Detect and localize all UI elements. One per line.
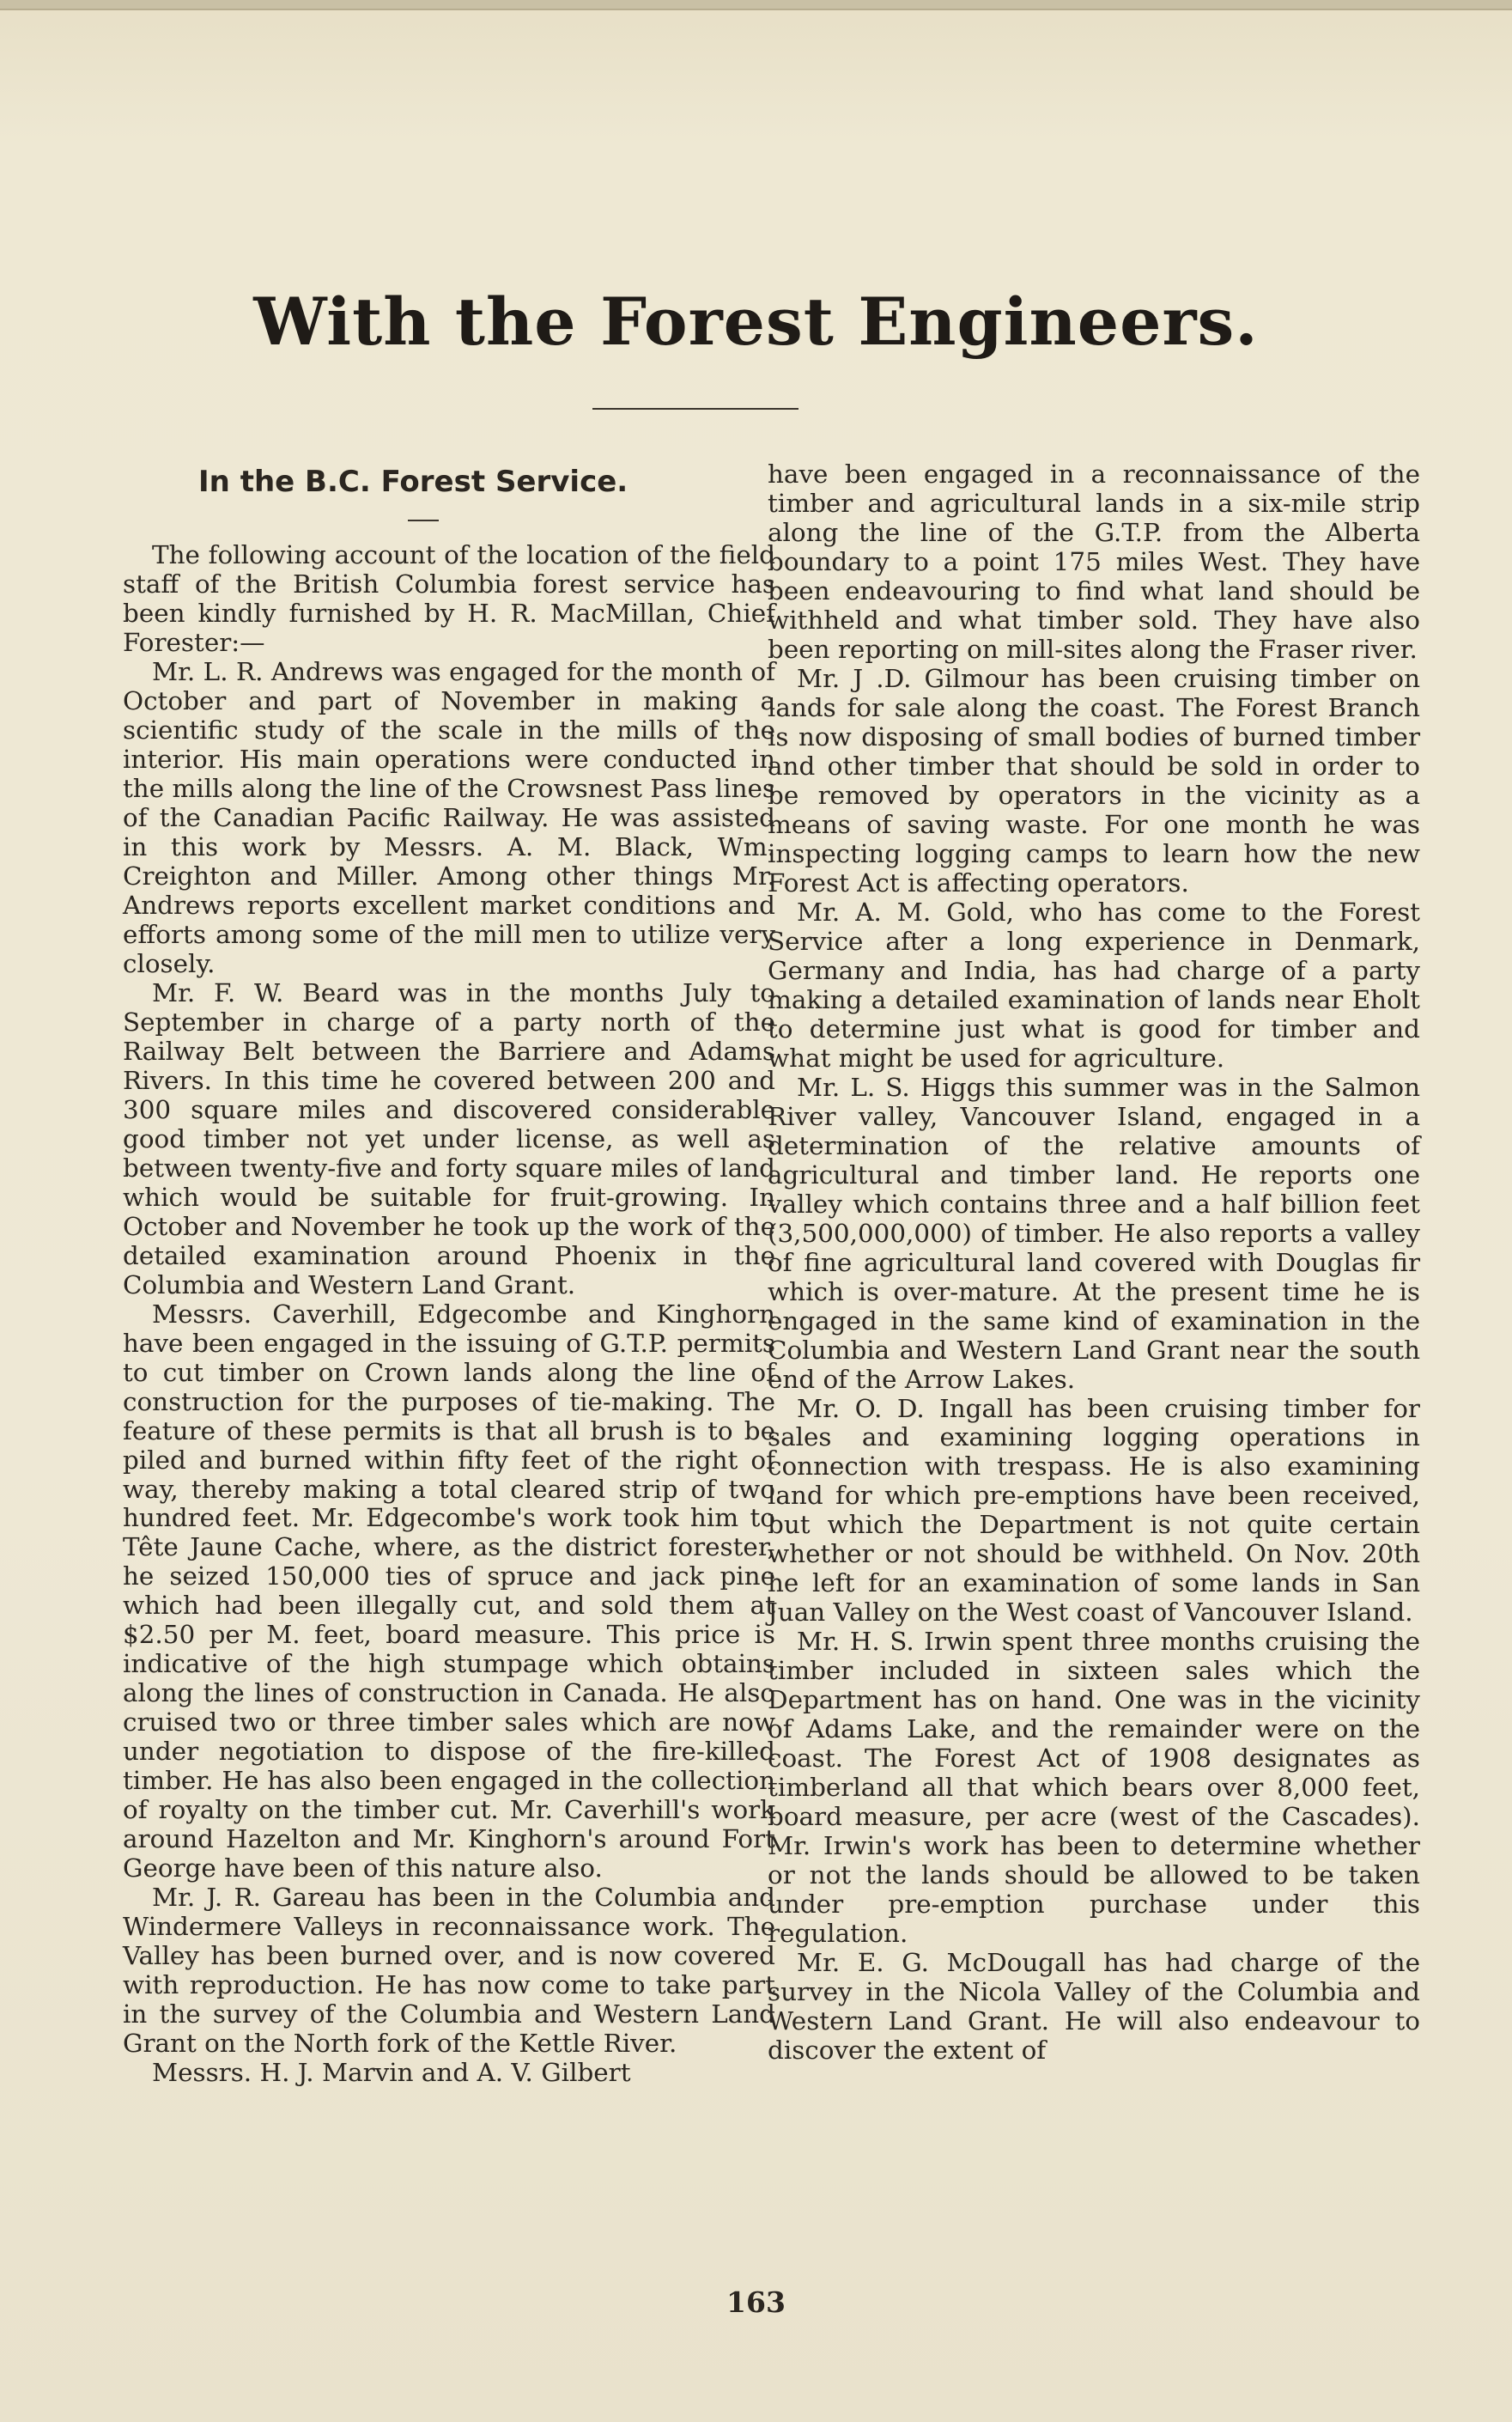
page-title: With the Forest Engineers. xyxy=(253,283,1259,360)
paragraph: The following account of the location of the field staff of the British Columbia forest service has been kindly furnished by H. R. MacMillan, Chief Forester:— xyxy=(123,540,775,657)
page-number: 163 xyxy=(726,2285,786,2319)
paragraph: Messrs. H. J. Marvin and A. V. Gilbert xyxy=(152,2058,631,2088)
left-column xyxy=(123,459,775,2087)
paragraph: Mr. L. R. Andrews was engaged for the month of October and part of November in making a scientific study of the scale in the mills of the interior. His main operations were conducted in the mills along the line of the Crowsnest Pass lines of the Canadian Pacific Railway. He was assisted in this work by Messrs. A. M. Black, Wm. Creighton and Miller. Among other things Mr. Andrews reports excellent market conditions and efforts among some of the mill men to utilize very closely. xyxy=(123,656,775,978)
page-top-edge xyxy=(0,0,1512,10)
heading-dash xyxy=(408,520,439,521)
right-column xyxy=(768,459,1420,2065)
section-heading: In the B.C. Forest Service. xyxy=(198,465,628,499)
paragraph: Messrs. Caverhill, Edgecombe and Kinghorn have been engaged in the issuing of G.T.P. permits to cut timber on Crown lands along the line of construction for the purposes of tie-making. The feature of these permits is that all brush is to be piled and burned within fifty feet of the right of way, thereby making a total cleared strip of two hundred feet. Mr. Edgecombe's work took him to Tête Jaune Cache, where, as the district forester, he seized 150,000 ties of spruce and jack pine which had been illegally cut, and sold them at $2.50 per M. feet, board measure. This price is indicative of the high stumpage which obtains along the lines of construction in Canada. He also cruised two or three timber sales which are now under negotiation to dispose of the fire-killed timber. He has also been engaged in the collection of royalty on the timber cut. Mr. Caverhill's work around Hazelton and Mr. Kinghorn's around Fort George have been of this nature also. xyxy=(123,1299,775,1883)
paragraph: Mr. F. W. Beard was in the months July to September in charge of a party north of the Railway Belt between the Barriere and Adams Rivers. In this time he covered between 200 and 300 square miles and discovered considerable good timber not yet under license, as well as between twenty-five and forty square miles of land which would be suitable for fruit-growing. In October and November he took up the work of the detailed examination around Phoenix in the Columbia and Western Land Grant. xyxy=(123,977,775,1299)
paragraph: Mr. E. G. McDougall has had charge of the survey in the Nicola Valley of the Columbia and Western Land Grant. He will also endeavour to discover the extent of xyxy=(768,1948,1420,2066)
paragraph: Mr. A. M. Gold, who has come to the Forest Service after a long experience in Denmark, Germany and India, has had charge of a party making a detailed examination of lands near Eholt to determine just what is good for timber and what might be used for agriculture. xyxy=(768,897,1420,1073)
paragraph: have been engaged in a reconnaissance of the timber and agricultural lands in a six-mile strip along the line of the G.T.P. from the Alberta boundary to a point 175 miles West. They have been endeavouring to find what land should be withheld and what timber sold. They have also been reporting on mill-sites along the Fraser river. xyxy=(768,459,1420,664)
paragraph: Mr. J .D. Gilmour has been cruising timber on lands for sale along the coast. The Forest Branch is now disposing of small bodies of burned timber and other timber that should be sold in order to be removed by operators in the vicinity as a means of saving waste. For one month he was inspecting logging camps to learn how the new Forest Act is affecting operators. xyxy=(768,663,1420,898)
paragraph: Mr. H. S. Irwin spent three months cruising the timber included in sixteen sales which the Department has on hand. One was in the vicinity of Adams Lake, and the remainder were on the coast. The Forest Act of 1908 designates as timberland all that which bears over 8,000 feet, board measure, per acre (west of the Cascades). Mr. Irwin's work has been to determine whether or not the lands should be allowed to be taken under pre-emption purchase under this regulation. xyxy=(768,1627,1420,1949)
title-divider xyxy=(592,408,799,410)
paragraph: Mr. J. R. Gareau has been in the Columbia and Windermere Valleys in reconnaissance work. The Valley has been burned over, and is now covered with reproduction. He has now come to take part in the survey of the Columbia and Western Land Grant on the North fork of the Kettle River. xyxy=(123,1883,775,2059)
paragraph: Mr. O. D. Ingall has been cruising timber for sales and examining logging operations in connection with trespass. He is also examining land for which pre-emptions have been received, but which the Department is not quite certain whether or not should be withheld. On Nov. 20th he left for an examination of some lands in San Juan Valley on the West coast of Vancouver Island. xyxy=(768,1393,1420,1628)
paragraph: Mr. L. S. Higgs this summer was in the Salmon River valley, Vancouver Island, engaged in a determination of the relative amounts of agricultural and timber land. He reports one valley which contains three and a half billion feet (3,500,000,000) of timber. He also reports a valley of fine agricultural land covered with Douglas fir which is over-mature. At the present time he is engaged in the same kind of examination in the Columbia and Western Land Grant near the south end of the Arrow Lakes. xyxy=(768,1072,1420,1394)
